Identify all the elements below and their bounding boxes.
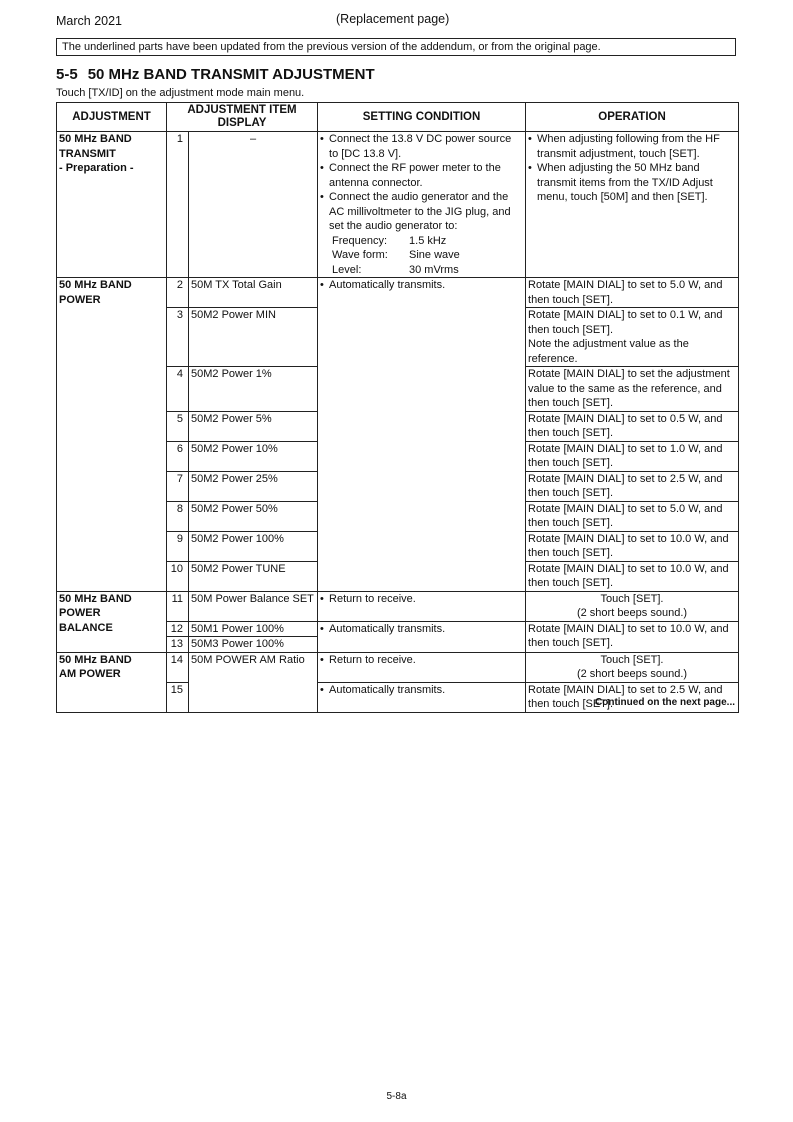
item-display: 50M TX Total Gain — [189, 278, 318, 308]
group-line: POWER — [59, 293, 101, 306]
operation: Rotate [MAIN DIAL] to set the adjustment value to the same as the reference, and then touch [SET]. — [526, 367, 739, 412]
adjustment-table — [56, 102, 739, 713]
table-row — [57, 278, 739, 308]
operation-note: Note the adjustment value as the reference. — [528, 338, 689, 365]
operation: Rotate [MAIN DIAL] to set to 0.5 W, and then touch [SET]. — [526, 411, 739, 441]
item-display: 50M2 Power 25% — [189, 471, 318, 501]
step-number: 1 — [167, 132, 189, 278]
condition-bullet: • Connect the audio generator and the AC millivoltmeter to the JIG plug, and set the audio generator to: — [320, 190, 523, 234]
table-row — [57, 652, 739, 682]
item-display: 50M1 Power 100% — [189, 621, 318, 637]
section-title-text: 50 MHz BAND TRANSMIT ADJUSTMENT — [87, 66, 375, 83]
col-header-item-display: ADJUSTMENT ITEM DISPLAY — [167, 103, 318, 132]
group-line: BALANCE — [59, 621, 113, 634]
condition-bullet: • Automatically transmits. — [320, 683, 523, 698]
operation — [526, 308, 739, 367]
table-row — [57, 591, 739, 621]
step-number: 12 — [167, 621, 189, 637]
group-line: 50 MHz BAND — [59, 279, 132, 291]
operation — [526, 132, 739, 278]
col-header-adjustment: ADJUSTMENT — [57, 103, 167, 132]
section-instruction: Touch [TX/ID] on the adjustment mode main menu. — [56, 87, 305, 99]
operation — [526, 652, 739, 682]
setting-condition — [318, 591, 526, 621]
operation-bullet: • When adjusting the 50 MHz band transmit items from the TX/ID Adjust menu, touch [50M] and then [SET]. — [528, 161, 736, 205]
condition-bullet: • Connect the RF power meter to the antenna connector. — [320, 161, 523, 190]
group-label-am-power — [57, 652, 167, 712]
operation-text: Touch [SET]. — [600, 592, 664, 605]
group-line: AM POWER — [59, 668, 121, 680]
operation: Rotate [MAIN DIAL] to set to 10.0 W, and then touch [SET]. — [526, 531, 739, 561]
operation-text: Rotate [MAIN DIAL] to set to 0.1 W, and then touch [SET]. — [528, 309, 723, 336]
group-label-preparation — [57, 132, 167, 278]
item-display: 50M2 Power 100% — [189, 531, 318, 561]
condition-bullet: • Connect the 13.8 V DC power source to [DC 13.8 V]. — [320, 132, 523, 161]
section-number: 5-5 — [56, 66, 78, 83]
step-number: 14 — [167, 652, 189, 682]
update-notice-box: The underlined parts have been updated from the previous version of the addendum, or from the original page. — [56, 38, 736, 56]
step-number: 5 — [167, 411, 189, 441]
step-number: 15 — [167, 682, 189, 712]
group-line: 50 MHz BAND — [59, 133, 132, 145]
setting-condition — [318, 652, 526, 682]
operation — [526, 591, 739, 621]
item-display: 50M2 Power MIN — [189, 308, 318, 367]
col-header-setting-condition: SETTING CONDITION — [318, 103, 526, 132]
operation: Rotate [MAIN DIAL] to set to 1.0 W, and then touch [SET]. — [526, 441, 739, 471]
item-display: 50M Power Balance SET — [189, 591, 318, 621]
operation: Rotate [MAIN DIAL] to set to 5.0 W, and then touch [SET]. — [526, 501, 739, 531]
col-header-operation: OPERATION — [526, 103, 739, 132]
setting-condition — [318, 278, 526, 592]
group-label-power-balance — [57, 591, 167, 652]
group-line: 50 MHz BAND — [59, 592, 132, 605]
setting-condition — [318, 621, 526, 652]
operation: Rotate [MAIN DIAL] to set to 10.0 W, and then touch [SET]. — [526, 621, 739, 652]
item-display: 50M2 Power 50% — [189, 501, 318, 531]
step-number: 7 — [167, 471, 189, 501]
step-number: 4 — [167, 367, 189, 412]
condition-bullet: • Automatically transmits. — [320, 622, 523, 637]
param-wave-form: Wave form: Sine wave — [332, 249, 460, 261]
step-number: 6 — [167, 441, 189, 471]
operation: Rotate [MAIN DIAL] to set to 2.5 W, and then touch [SET]. — [526, 682, 739, 712]
param-level: Level: 30 mVrms — [332, 263, 459, 276]
continued-note: Continued on the next page... — [595, 697, 735, 708]
operation-note: (2 short beeps sound.) — [576, 668, 688, 680]
step-number: 10 — [167, 561, 189, 591]
param-frequency: Frequency: 1.5 kHz — [332, 234, 447, 247]
step-number: 13 — [167, 637, 189, 653]
step-number: 9 — [167, 531, 189, 561]
group-line: 50 MHz BAND — [59, 653, 132, 666]
condition-bullet: • Automatically transmits. — [320, 278, 523, 293]
item-display: 50M2 Power 5% — [189, 411, 318, 441]
operation-bullet: • When adjusting following from the HF transmit adjustment, touch [SET]. — [528, 132, 736, 161]
condition-bullet: • Return to receive. — [320, 653, 523, 668]
header-date: March 2021 — [56, 14, 123, 28]
operation-text: Touch [SET]. — [600, 653, 664, 666]
group-line: - Preparation - — [59, 162, 134, 174]
group-line: TRANSMIT — [59, 147, 116, 160]
item-display: 50M POWER AM Ratio — [189, 652, 318, 712]
setting-condition — [318, 682, 526, 712]
step-number: 8 — [167, 501, 189, 531]
table-row — [57, 132, 739, 278]
condition-bullet: • Return to receive. — [320, 592, 523, 607]
operation: Rotate [MAIN DIAL] to set to 5.0 W, and then touch [SET]. — [526, 278, 739, 308]
step-number: 3 — [167, 308, 189, 367]
item-display: 50M2 Power TUNE — [189, 561, 318, 591]
operation-note: (2 short beeps sound.) — [576, 607, 688, 619]
item-display: 50M2 Power 10% — [189, 441, 318, 471]
item-display: 50M3 Power 100% — [189, 637, 318, 653]
page-number: 5-8a — [386, 1091, 407, 1102]
group-label-power — [57, 278, 167, 592]
step-number: 11 — [167, 591, 189, 621]
group-line: POWER — [59, 607, 101, 619]
section-title — [56, 66, 375, 83]
operation: Rotate [MAIN DIAL] to set to 2.5 W, and then touch [SET]. — [526, 471, 739, 501]
item-display: – — [189, 132, 318, 278]
header-replacement-label: (Replacement page) — [336, 12, 450, 26]
setting-condition — [318, 132, 526, 278]
step-number: 2 — [167, 278, 189, 308]
operation: Rotate [MAIN DIAL] to set to 10.0 W, and then touch [SET]. — [526, 561, 739, 591]
item-display: 50M2 Power 1% — [189, 367, 318, 412]
